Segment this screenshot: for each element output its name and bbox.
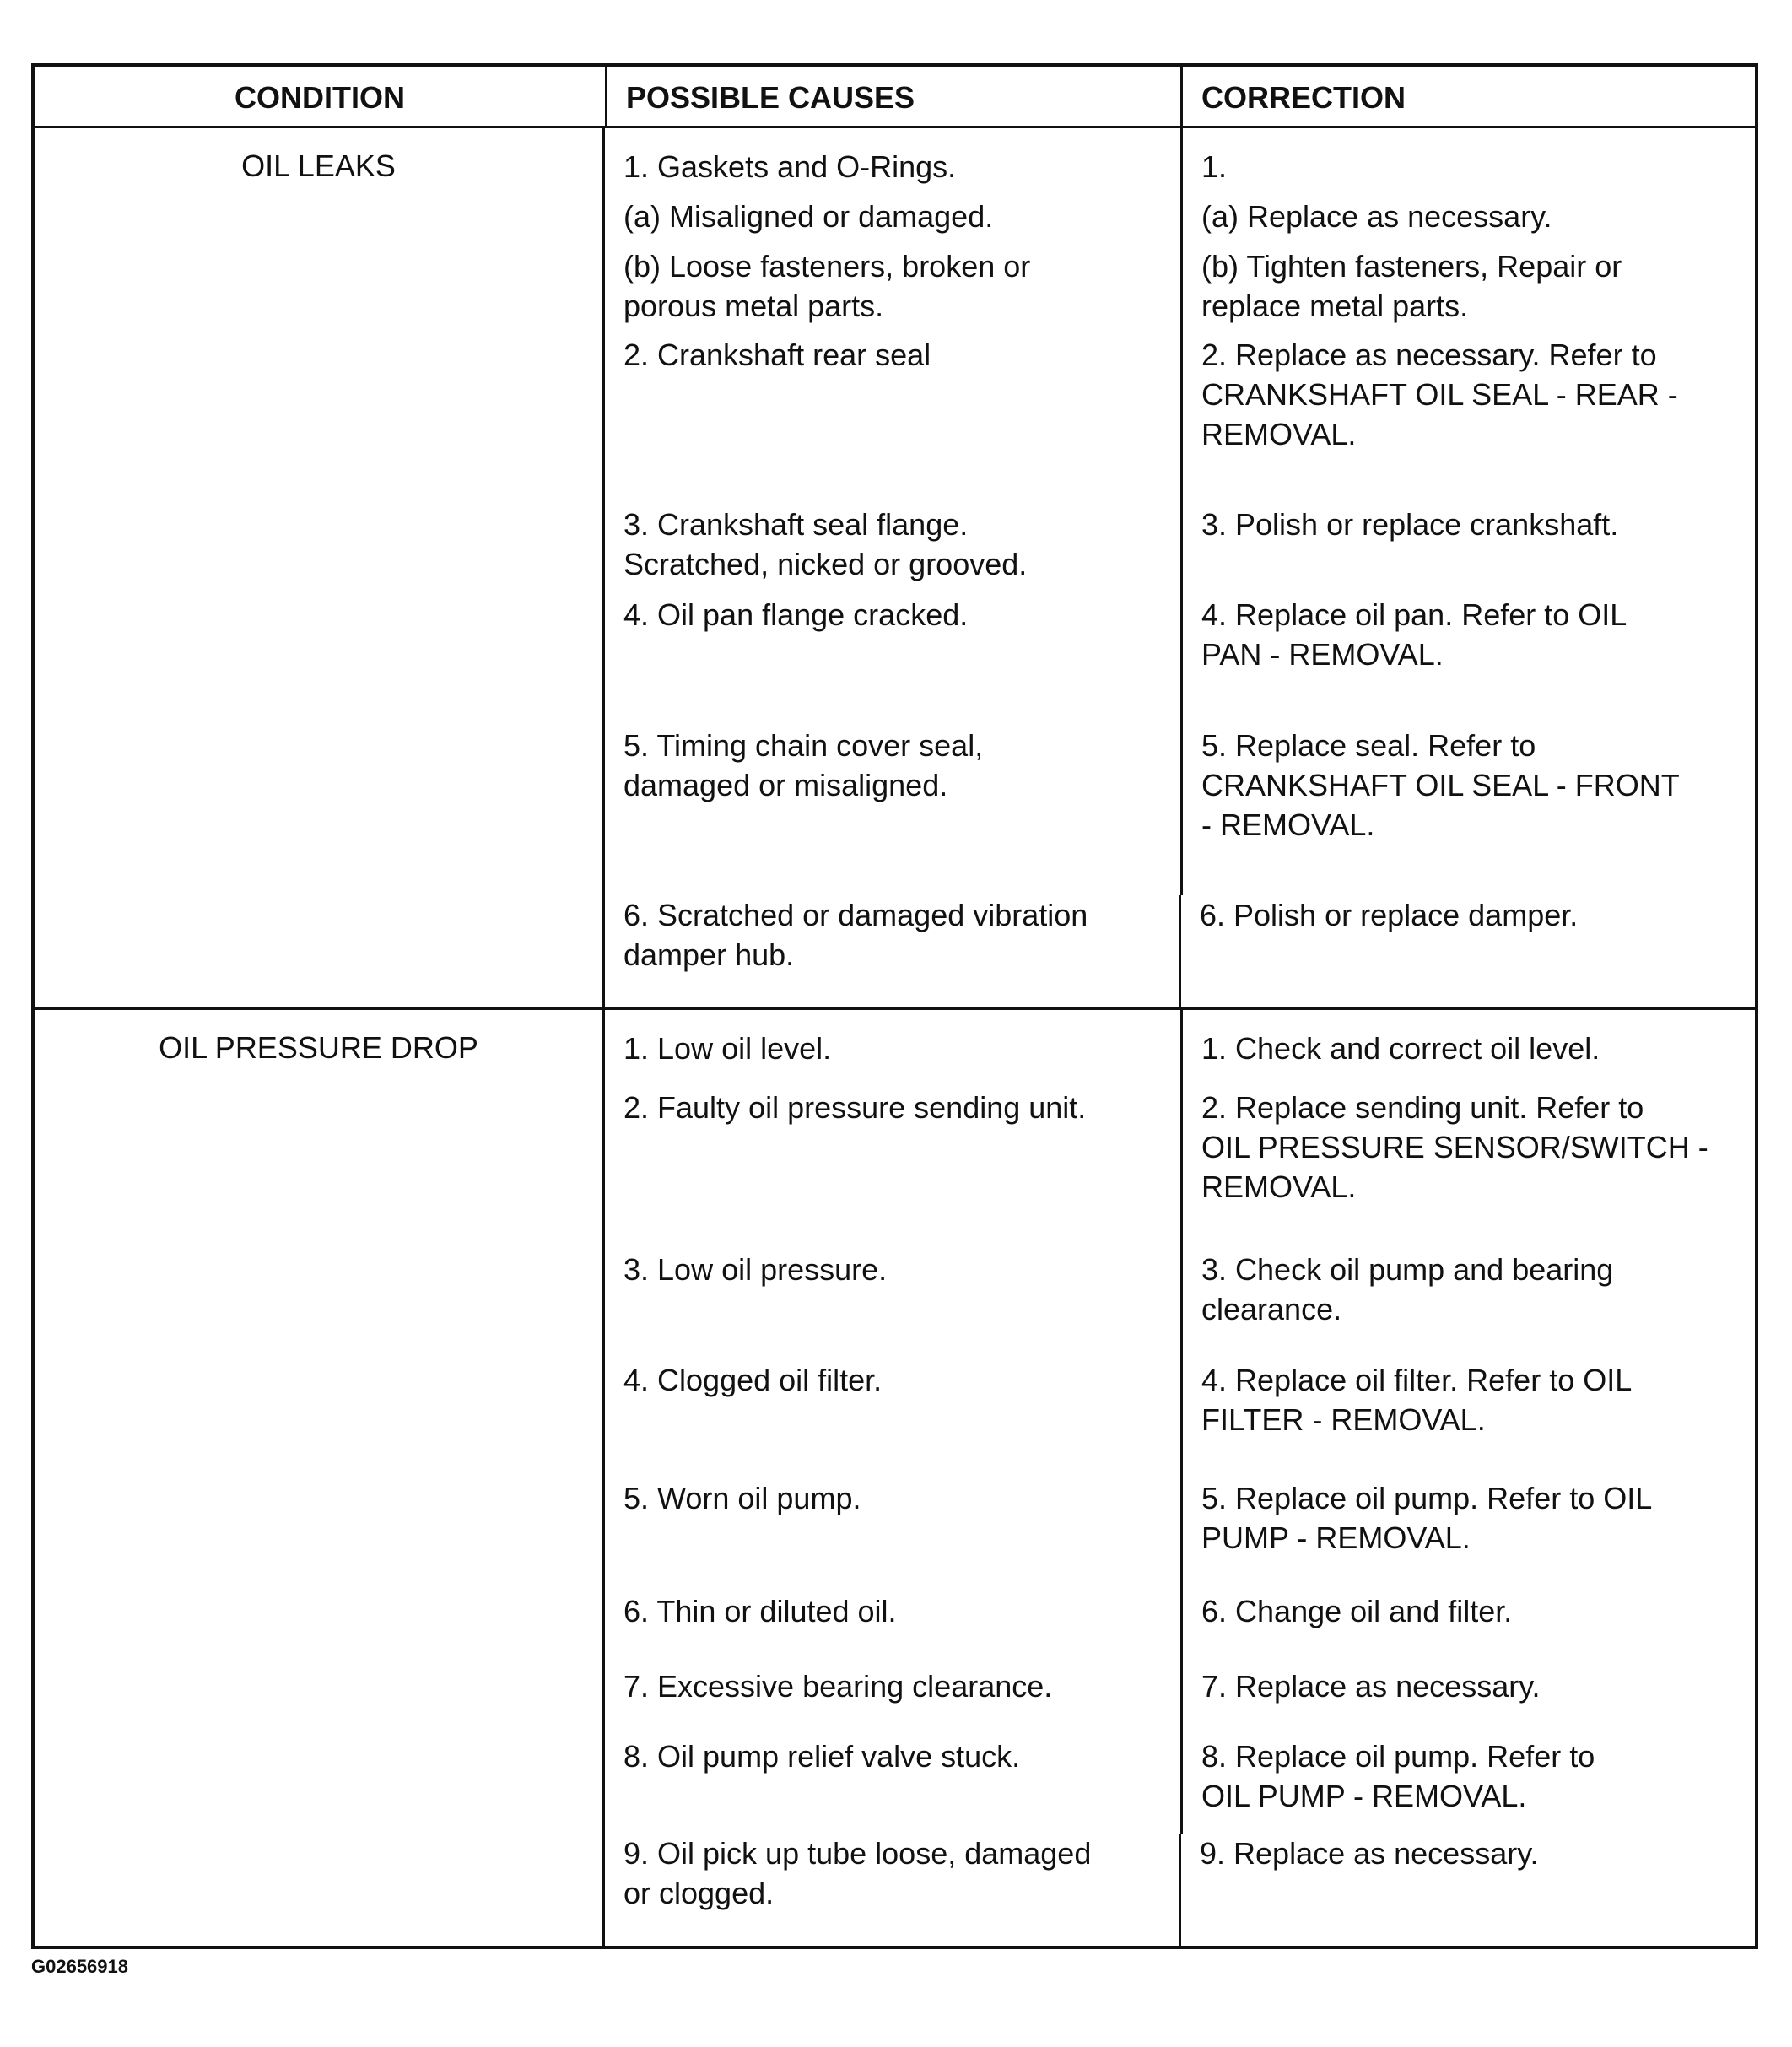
- correction-cell: 4. Replace oil pan. Refer to OIL PAN - REMOVAL.: [1201, 597, 1627, 672]
- header-condition: CONDITION: [35, 67, 607, 126]
- table-row: [605, 1834, 1755, 1946]
- correction-cell: 7. Replace as necessary.: [1201, 1669, 1541, 1704]
- header-possible-causes: POSSIBLE CAUSES: [607, 67, 1183, 126]
- correction-cell: 8. Replace oil pump. Refer to OIL PUMP - REMOVAL.: [1201, 1739, 1595, 1813]
- correction-cell: 2. Replace sending unit. Refer to OIL PRESSURE SENSOR/SWITCH - REMOVAL.: [1201, 1090, 1708, 1204]
- table-row: [605, 595, 1755, 726]
- table-row: [605, 505, 1755, 596]
- header-correction: CORRECTION: [1201, 80, 1406, 115]
- table-row: [605, 1088, 1755, 1250]
- table-row: [605, 335, 1755, 504]
- table-row: [605, 726, 1755, 895]
- correction-cell: (b) Tighten fasteners, Repair or replace metal parts.: [1201, 248, 1622, 323]
- correction-cell: 9. Replace as necessary.: [1200, 1836, 1539, 1871]
- cause-cell: 5. Worn oil pump.: [605, 1478, 1183, 1591]
- cause-cell: 4. Oil pan flange cracked.: [605, 595, 1183, 726]
- table-row: [605, 246, 1755, 336]
- table-row: [605, 1010, 1755, 1088]
- correction-cell: 3. Check oil pump and bearing clearance.: [1201, 1252, 1614, 1326]
- cause-cell: 5. Timing chain cover seal, damaged or misaligned.: [605, 726, 1183, 895]
- diagnosis-table: [31, 63, 1758, 1949]
- table-header: [35, 67, 1755, 128]
- cause-cell: 4. Clogged oil filter.: [605, 1360, 1183, 1478]
- cause-cell: 7. Excessive bearing clearance.: [605, 1666, 1183, 1736]
- group-rows: [605, 1010, 1755, 1946]
- table-row: [605, 1360, 1755, 1478]
- correction-cell: 6. Change oil and filter.: [1201, 1594, 1513, 1628]
- table-row: [605, 197, 1755, 246]
- correction-cell: 6. Polish or replace damper.: [1200, 898, 1579, 933]
- group-rows: [605, 128, 1755, 1007]
- cause-cell: 2. Faulty oil pressure sending unit.: [605, 1088, 1183, 1250]
- cause-cell: (a) Misaligned or damaged.: [605, 197, 1183, 246]
- condition-cell: OIL LEAKS: [35, 128, 605, 1007]
- table-row: [605, 1736, 1755, 1834]
- cause-cell: 3. Crankshaft seal flange. Scratched, nicked or grooved.: [605, 505, 1183, 596]
- cause-cell: 8. Oil pump relief valve stuck.: [605, 1736, 1183, 1834]
- correction-cell: 5. Replace seal. Refer to CRANKSHAFT OIL SEAL - FRONT - REMOVAL.: [1201, 727, 1680, 842]
- cause-cell: (b) Loose fasteners, broken or porous metal parts.: [605, 246, 1183, 336]
- table-row: [605, 128, 1755, 197]
- cause-cell: 6. Thin or diluted oil.: [605, 1591, 1183, 1666]
- cause-cell: 1. Gaskets and O-Rings.: [605, 128, 1183, 197]
- correction-cell: 1.: [1201, 149, 1228, 184]
- group-oil-leaks: [35, 128, 1755, 1010]
- cause-cell: 9. Oil pick up tube loose, damaged or clogged.: [605, 1834, 1181, 1946]
- correction-cell: 5. Replace oil pump. Refer to OIL PUMP - REMOVAL.: [1201, 1481, 1653, 1555]
- correction-cell: 2. Replace as necessary. Refer to CRANKSHAFT OIL SEAL - REAR - REMOVAL.: [1201, 338, 1678, 452]
- correction-cell: 4. Replace oil filter. Refer to OIL FILTER - REMOVAL.: [1201, 1363, 1633, 1437]
- cause-cell: 2. Crankshaft rear seal: [605, 335, 1183, 504]
- correction-cell: 3. Polish or replace crankshaft.: [1201, 506, 1619, 542]
- figure-id: G02656918: [31, 1956, 128, 1977]
- table-row: [605, 1591, 1755, 1666]
- condition-cell: OIL PRESSURE DROP: [35, 1010, 605, 1946]
- table-row: [605, 895, 1755, 1007]
- cause-cell: 6. Scratched or damaged vibration damper hub.: [605, 895, 1181, 1007]
- correction-cell: 1. Check and correct oil level.: [1201, 1031, 1600, 1066]
- table-row: [605, 1250, 1755, 1360]
- table-row: [605, 1478, 1755, 1591]
- table-row: [605, 1666, 1755, 1736]
- cause-cell: 3. Low oil pressure.: [605, 1250, 1183, 1360]
- correction-cell: (a) Replace as necessary.: [1201, 198, 1552, 234]
- cause-cell: 1. Low oil level.: [605, 1010, 1183, 1088]
- group-oil-pressure-drop: [35, 1010, 1755, 1946]
